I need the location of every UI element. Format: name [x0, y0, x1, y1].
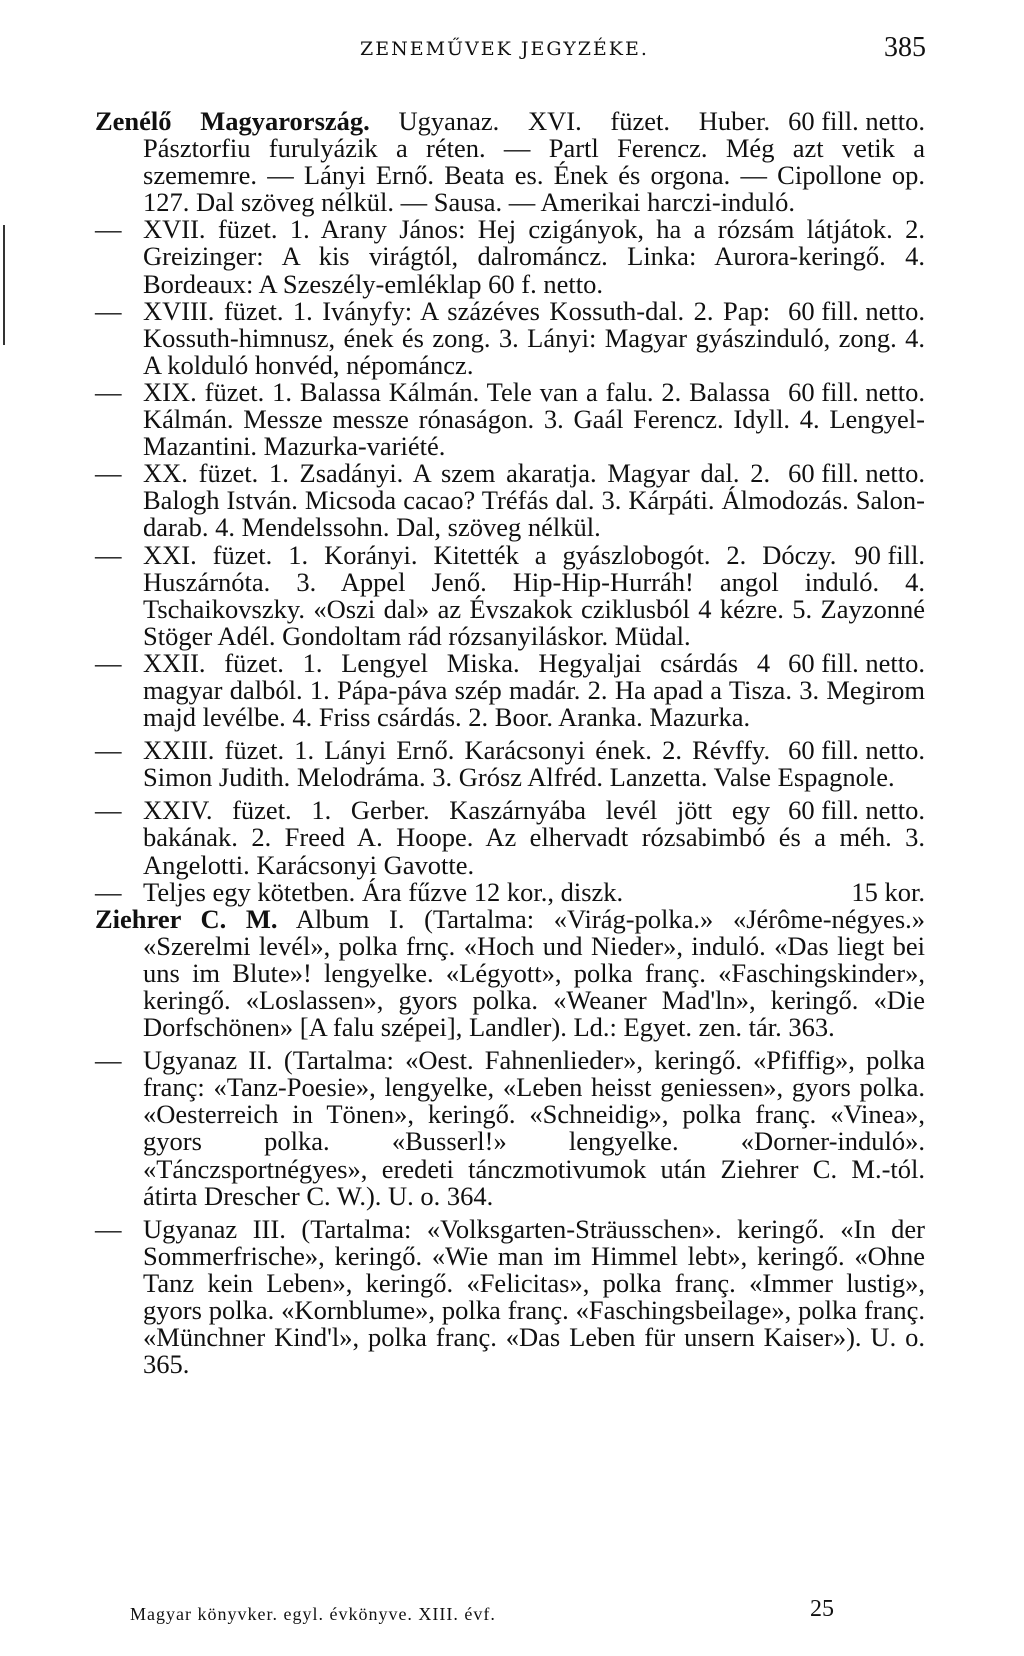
entry-price: 60 fill. netto.	[788, 795, 925, 826]
entry-text: XVII. füzet. 1. Arany János: Hej czigányok, ha a rózsám látjátok. 2. Greizinger: A kis virágtól, dalrománcz. Linka: Aurora-keringő. 4. Bordeaux: A Szeszély-emléklap 60 f. netto.	[143, 214, 925, 299]
margin-edge-mark	[3, 225, 5, 345]
entry-author: Zenélő Magyarország.	[95, 106, 370, 136]
catalog-entry	[95, 539, 925, 651]
entry-dash: —	[95, 876, 122, 907]
catalog-entry	[95, 737, 925, 791]
entry-dash: —	[95, 1213, 122, 1244]
page-number: 385	[884, 32, 926, 63]
entry-price: 60 fill. netto.	[788, 295, 925, 326]
footer-text: Magyar könyvker. egyl. évkönyve. XIII. évf.	[130, 1604, 496, 1624]
entry-price: 15 kor.	[851, 876, 925, 907]
entry-price: 90 fill.	[854, 539, 925, 570]
entry-dash: —	[95, 458, 122, 489]
catalog-entries	[95, 108, 925, 1378]
entry-author: Ziehrer C. M.	[95, 903, 278, 934]
entry-text: Ugyanaz III. (Tartalma: «Volksgarten-Sträusschen». keringő. «In der Sommerfrische», keringő. «Wie man im Himmel lebt», keringő. «Ohne Tanz kein Leben», keringő. «Felicitas», polka franç. «Immer lustig», gyors polka. «Kornblume», polka franç. «Faschingsbeilage», polka franç. «Münchner Kind'l», polka franç. «Das Leben für unsern Kaiser»). U. o. 365.	[143, 1213, 925, 1380]
entry-text: XXIV. füzet. 1. Gerber. Kaszárnyába levél jött egy bakának. 2. Freed A. Hoope. Az elhervadt rózsabimbó és a méh. 3. Angelotti. Karácsonyi Gavotte.	[143, 795, 925, 880]
catalog-entry	[95, 1213, 925, 1380]
entry-text: XXI. füzet. 1. Korányi. Kitették a gyászlobogót. 2. Dóczy. Huszárnóta. 3. Appel Jenő. Hip-Hip-Hurráh! angol induló. 4. Tschaikovszky. «Oszi dal» az Évszakok cziklusból 4 kézre. 5. Zayzonné Stöger Adél. Gondoltam rád rózsanyiláskor. Müdal.	[143, 539, 925, 651]
entry-text: XXIII. füzet. 1. Lányi Ernő. Karácsonyi ének. 2. Révffy. Simon Judith. Melodráma. 3. Grósz Alfréd. Lanzetta. Valse Espagnole.	[143, 735, 895, 793]
entry-price: 60 fill. netto.	[788, 376, 925, 407]
entry-dash: —	[95, 376, 122, 407]
entry-text: XIX. füzet. 1. Balassa Kálmán. Tele van a falu. 2. Balassa Kálmán. Messze messze rónaságon. 3. Gaál Ferencz. Idyll. 4. Lengyel-Mazantini. Mazurka-variété.	[143, 376, 925, 462]
entry-text: XVIII. füzet. 1. Iványfy: A százéves Kossuth-dal. 2. Pap: Kossuth-himnusz, ének és zong. 3. Lányi: Magyar gyászinduló, zong. 4. A kolduló honvéd, népománcz.	[143, 295, 925, 380]
entry-text: XX. füzet. 1. Zsadányi. A szem akaratja. Magyar dal. 2. Balogh István. Micsoda cacao? Tréfás dal. 3. Kárpáti. Álmodozás. Salon-darab. 4. Mendelssohn. Dal, szöveg nélkül.	[143, 458, 925, 543]
catalog-entry	[95, 647, 925, 733]
page-footer	[0, 1596, 1024, 1630]
entry-text: Teljes egy kötetben. Ára fűzve 12 kor., diszk.	[143, 876, 624, 907]
entry-price: 60 fill. netto.	[788, 458, 925, 489]
catalog-entry	[95, 108, 925, 216]
entry-dash: —	[95, 214, 122, 245]
entry-text: XXII. füzet. 1. Lengyel Miska. Hegyaljai csárdás 4 magyar dalból. 1. Pápa-páva szép madár. 2. Ha apad a Tisza. 3. Megirom majd levélbe. 4. Friss csárdás. 2. Boor. Aranka. Mazurka.	[143, 647, 925, 733]
entry-dash: —	[95, 1045, 122, 1076]
entry-dash: —	[95, 795, 122, 826]
entry-dash: —	[95, 647, 122, 678]
running-header	[0, 32, 1024, 68]
catalog-entry	[95, 797, 925, 878]
signature-mark: 25	[810, 1596, 834, 1622]
catalog-entry	[95, 376, 925, 462]
entry-dash: —	[95, 735, 122, 766]
entry-text: Ugyanaz. XVI. füzet. Huber. Pásztorfiu furulyázik a réten. — Partl Ferencz. Még azt vetik a szememre. — Lányi Ernő. Beata es. Ének és orgona. — Cipollone op. 127. Dal szöveg nélkül. — Sausa. — Amerikai harczi-induló.	[143, 106, 925, 218]
entry-price: 60 fill. netto.	[788, 735, 925, 766]
entry-text: Ugyanaz II. (Tartalma: «Oest. Fahnenlieder», keringő. «Pfiffig», polka franç: «Tanz-Poesie», lengyelke, «Leben heisst geniessen», gyors polka. «Oesterreich in Tönen», keringő. «Schneidig», polka franç. «Vinea», gyors polka. «Busserl!» lengyelke. «Dorner-induló». «Tánczsportnégyes», eredeti tánczmotivumok után Ziehrer C. M.-tól. átirta Drescher C. W.). U. o. 364.	[143, 1045, 925, 1211]
entry-price: 60 fill. netto.	[788, 106, 925, 136]
catalog-entry	[95, 1047, 925, 1210]
entry-text: Album I. (Tartalma: «Virág-polka.» «Jérôme-négyes.» «Szerelmi levél», polka frnç. «Hoch und Nieder», induló. «Das liegt bei uns im Blute»! lengyelke. «Légyott», polka franç. «Faschingskinder», keringő. «Loslassen», gyors polka. «Weaner Mad'ln», keringő. «Die Dorfschönen» [A falu szépei], Landler). Ld.: Egyet. zen. tár. 363.	[143, 903, 926, 1043]
catalog-entry	[95, 876, 925, 907]
catalog-entry	[95, 295, 925, 380]
entry-dash: —	[95, 295, 122, 326]
catalog-entry	[95, 903, 926, 1043]
catalog-entry	[95, 460, 925, 541]
entry-dash: —	[95, 539, 122, 570]
header-title: ZENEMŰVEK JEGYZÉKE.	[360, 38, 649, 60]
entry-price: 60 fill. netto.	[788, 647, 925, 678]
catalog-entry	[95, 216, 925, 297]
